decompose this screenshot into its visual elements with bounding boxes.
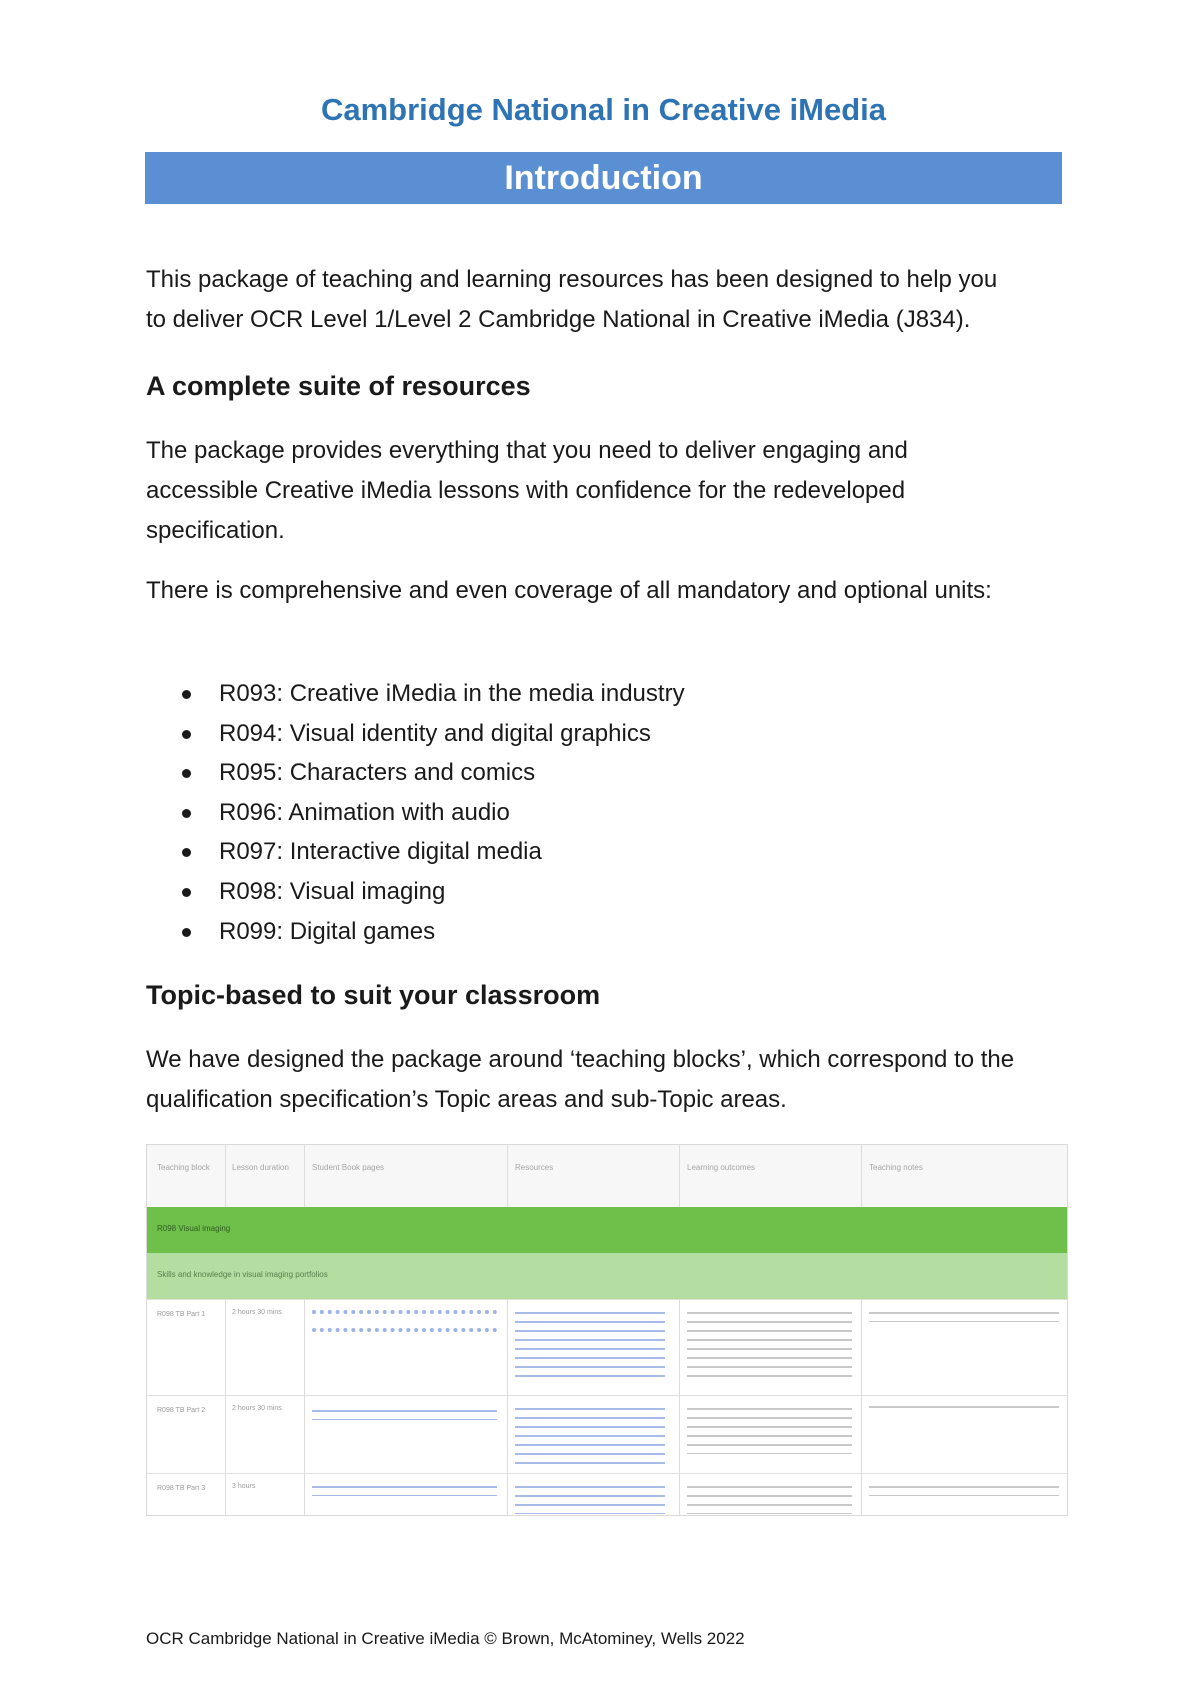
list-item: R098: Visual imaging xyxy=(146,872,685,912)
heading-topic-based: Topic-based to suit your classroom xyxy=(146,980,601,1010)
page-footer: OCR Cambridge National in Creative iMedia © Brown, McAtominey, Wells 2022 xyxy=(146,1629,745,1648)
column-header: Teaching block xyxy=(157,1163,210,1172)
table-band-topic: Skills and knowledge in visual imaging portfolios xyxy=(147,1253,1067,1299)
section-banner: Introduction xyxy=(145,152,1062,204)
units-list xyxy=(146,674,685,951)
table-row: R098 TB Part 2 2 hours 30 mins xyxy=(147,1395,1067,1474)
bullet-icon xyxy=(182,769,191,778)
teaching-blocks-table-image xyxy=(146,1144,1068,1516)
document-title: Cambridge National in Creative iMedia xyxy=(320,92,887,127)
list-item: R093: Creative iMedia in the media industry xyxy=(146,674,685,714)
table-row: R098 TB Part 1 2 hours 30 mins xyxy=(147,1299,1067,1396)
table-band-unit: R098 Visual imaging xyxy=(147,1207,1067,1253)
bullet-icon xyxy=(182,809,191,818)
column-header: Student Book pages xyxy=(312,1163,385,1172)
column-header: Teaching notes xyxy=(869,1163,923,1172)
intro-line-2: to deliver OCR Level 1/Level 2 Cambridge National in Creative iMedia (J834). xyxy=(146,306,971,333)
paragraph-coverage: There is comprehensive and even coverage of all mandatory and optional units: xyxy=(146,577,992,604)
intro-line-1: This package of teaching and learning resources has been designed to help you xyxy=(146,266,998,293)
list-item: R099: Digital games xyxy=(146,912,685,952)
list-item: R096: Animation with audio xyxy=(146,793,685,833)
table-header xyxy=(147,1145,1067,1208)
bullet-icon xyxy=(182,928,191,937)
column-header: Resources xyxy=(515,1163,554,1172)
bullet-icon xyxy=(182,888,191,897)
paragraph-teaching-blocks: We have designed the package around ‘teaching blocks’, which correspond to the qualification specification’s Topic areas and sub-Topic areas. xyxy=(146,1046,1015,1113)
paragraph-package-provides: The package provides everything that you need to deliver engaging and accessible Creative iMedia lessons with confidence for the redeveloped specification. xyxy=(146,437,908,544)
list-item: R095: Characters and comics xyxy=(146,753,685,793)
bullet-icon xyxy=(182,730,191,739)
list-item: R097: Interactive digital media xyxy=(146,832,685,872)
heading-complete-suite: A complete suite of resources xyxy=(146,371,531,401)
column-header: Lesson duration xyxy=(232,1163,289,1172)
list-item: R094: Visual identity and digital graphics xyxy=(146,714,685,754)
table-row: R098 TB Part 3 3 hours xyxy=(147,1473,1067,1516)
bullet-icon xyxy=(182,848,191,857)
bullet-icon xyxy=(182,690,191,699)
column-header: Learning outcomes xyxy=(687,1163,756,1172)
